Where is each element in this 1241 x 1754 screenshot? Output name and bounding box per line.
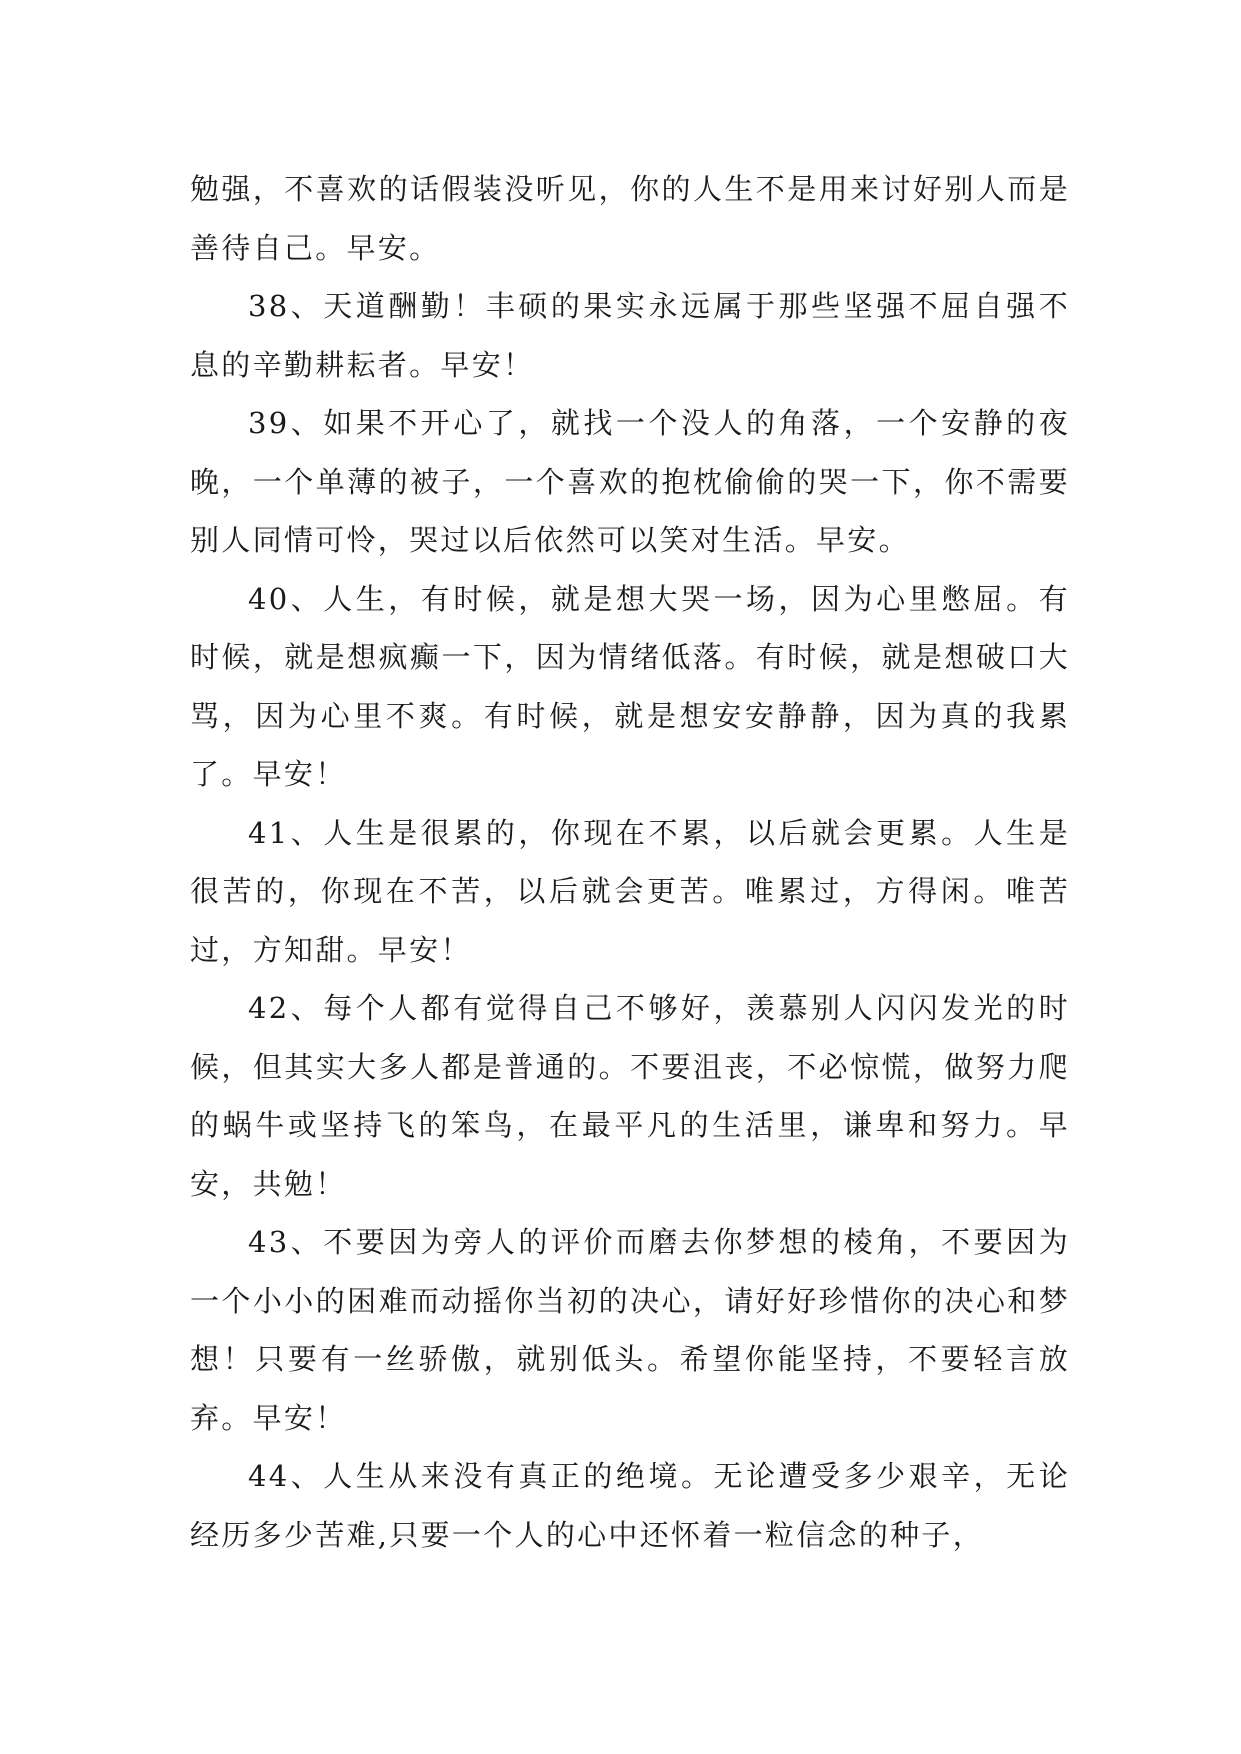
document-body <box>190 160 1070 1564</box>
paragraph-39: 39、如果不开心了，就找一个没人的角落，一个安静的夜晚，一个单薄的被子，一个喜欢的抱枕偷偷的哭一下，你不需要别人同情可怜，哭过以后依然可以笑对生活。早安。 <box>190 406 1070 557</box>
paragraph-38: 38、天道酬勤！丰硕的果实永远属于那些坚强不屈自强不息的辛勤耕耘者。早安！ <box>190 289 1070 382</box>
paragraph-40: 40、人生，有时候，就是想大哭一场，因为心里憋屈。有时候，就是想疯癫一下，因为情绪低落。有时候，就是想破口大骂，因为心里不爽。有时候，就是想安安静静，因为真的我累了。早安！ <box>190 581 1070 791</box>
paragraph-43: 43、不要因为旁人的评价而磨去你梦想的棱角，不要因为一个小小的困难而动摇你当初的决心，请好好珍惜你的决心和梦想！只要有一丝骄傲，就别低头。希望你能坚持，不要轻言放弃。早安！ <box>190 1225 1070 1435</box>
paragraph-42: 42、每个人都有觉得自己不够好，羡慕别人闪闪发光的时候，但其实大多人都是普通的。不要沮丧，不必惊慌，做努力爬的蜗牛或坚持飞的笨鸟，在最平凡的生活里，谦卑和努力。早安，共勉！ <box>190 991 1070 1201</box>
paragraph-41: 41、人生是很累的，你现在不累，以后就会更累。人生是很苦的，你现在不苦，以后就会更苦。唯累过，方得闲。唯苦过，方知甜。早安！ <box>190 815 1070 967</box>
paragraph-continued: 勉强，不喜欢的话假装没听见，你的人生不是用来讨好别人而是善待自己。早安。 <box>190 172 1070 265</box>
paragraph-44: 44、人生从来没有真正的绝境。无论遭受多少艰辛，无论经历多少苦难,只要一个人的心中还怀着一粒信念的种子， <box>190 1459 1070 1552</box>
